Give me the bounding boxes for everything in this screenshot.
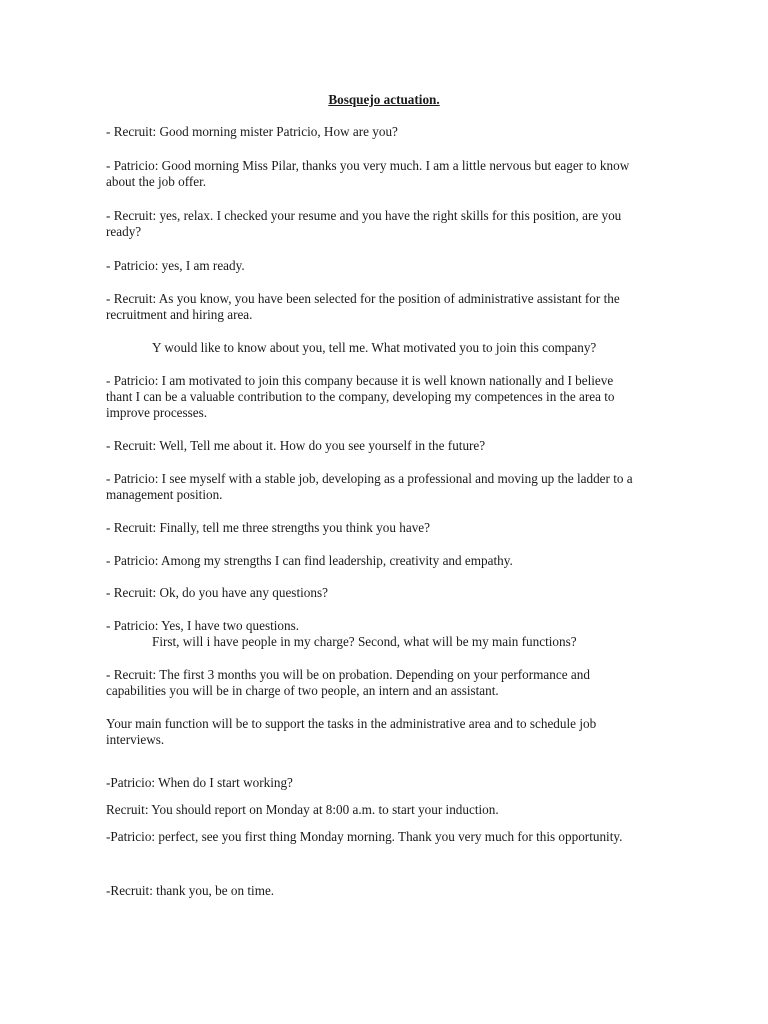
dialogue-line: ready? bbox=[106, 224, 142, 240]
dialogue-paragraph bbox=[106, 471, 666, 503]
dialogue-line: improve processes. bbox=[106, 405, 208, 421]
dialogue-line: - Patricio: yes, I am ready. bbox=[106, 258, 245, 273]
dialogue-line: interviews. bbox=[106, 732, 165, 748]
dialogue-line: capabilities you will be in charge of two people, an intern and an assistant. bbox=[106, 683, 499, 699]
dialogue-line: - Recruit: Good morning mister Patricio, How are you? bbox=[106, 124, 398, 139]
dialogue-line: - Recruit: The first 3 months you will be on probation. Depending on your performance and bbox=[106, 667, 590, 682]
dialogue-line: - Recruit: Finally, tell me three strengths you think you have? bbox=[106, 520, 430, 535]
dialogue-paragraph bbox=[106, 258, 666, 274]
dialogue-paragraph bbox=[106, 340, 666, 356]
dialogue-paragraph bbox=[106, 883, 666, 899]
dialogue-line: - Patricio: I am motivated to join this company because it is well known nationally and I believe bbox=[106, 373, 614, 388]
dialogue-line: recruitment and hiring area. bbox=[106, 307, 253, 323]
dialogue-paragraph bbox=[106, 438, 666, 454]
dialogue-paragraph bbox=[106, 716, 666, 748]
dialogue-paragraph bbox=[106, 208, 666, 240]
dialogue-line: - Patricio: Among my strengths I can find leadership, creativity and empathy. bbox=[106, 553, 513, 568]
dialogue-line: -Patricio: perfect, see you first thing Monday morning. Thank you very much for this opportunity. bbox=[106, 829, 623, 844]
dialogue-line: - Patricio: Yes, I have two questions. bbox=[106, 618, 300, 633]
document-title: Bosquejo actuation. bbox=[328, 92, 440, 107]
dialogue-line: Your main function will be to support the tasks in the administrative area and to schedule job bbox=[106, 716, 597, 731]
dialogue-line: -Recruit: thank you, be on time. bbox=[106, 883, 275, 898]
dialogue-paragraph bbox=[106, 373, 666, 422]
dialogue-paragraph bbox=[106, 291, 666, 323]
dialogue-line: First, will i have people in my charge? Second, what will be my main functions? bbox=[152, 634, 577, 650]
dialogue-paragraph bbox=[106, 585, 666, 601]
dialogue-line: - Recruit: As you know, you have been selected for the position of administrative assistant for the bbox=[106, 291, 620, 306]
dialogue-paragraph bbox=[106, 158, 666, 190]
dialogue-paragraph bbox=[106, 553, 666, 569]
dialogue-paragraph bbox=[106, 520, 666, 536]
dialogue-line: about the job offer. bbox=[106, 174, 207, 190]
dialogue-paragraph bbox=[106, 802, 666, 818]
dialogue-line: - Recruit: Ok, do you have any questions? bbox=[106, 585, 328, 600]
dialogue-paragraph bbox=[106, 829, 666, 845]
dialogue-line: Recruit: You should report on Monday at 8:00 a.m. to start your induction. bbox=[106, 802, 499, 817]
dialogue-line: management position. bbox=[106, 487, 223, 503]
dialogue-line: - Recruit: yes, relax. I checked your resume and you have the right skills for this position, are you bbox=[106, 208, 622, 223]
dialogue-line: - Recruit: Well, Tell me about it. How do you see yourself in the future? bbox=[106, 438, 486, 453]
dialogue-paragraph bbox=[106, 775, 666, 791]
dialogue-line: Y would like to know about you, tell me. What motivated you to join this company? bbox=[152, 340, 597, 355]
dialogue-line: - Patricio: Good morning Miss Pilar, thanks you very much. I am a little nervous but eager to know bbox=[106, 158, 630, 173]
dialogue-paragraph bbox=[106, 124, 666, 140]
dialogue-line: - Patricio: I see myself with a stable job, developing as a professional and moving up the ladder to a bbox=[106, 471, 633, 486]
dialogue-paragraph bbox=[106, 667, 666, 699]
dialogue-line: -Patricio: When do I start working? bbox=[106, 775, 293, 790]
dialogue-line: thant I can be a valuable contribution to the company, developing my competences in the area to bbox=[106, 389, 615, 405]
dialogue-paragraph bbox=[106, 618, 666, 650]
